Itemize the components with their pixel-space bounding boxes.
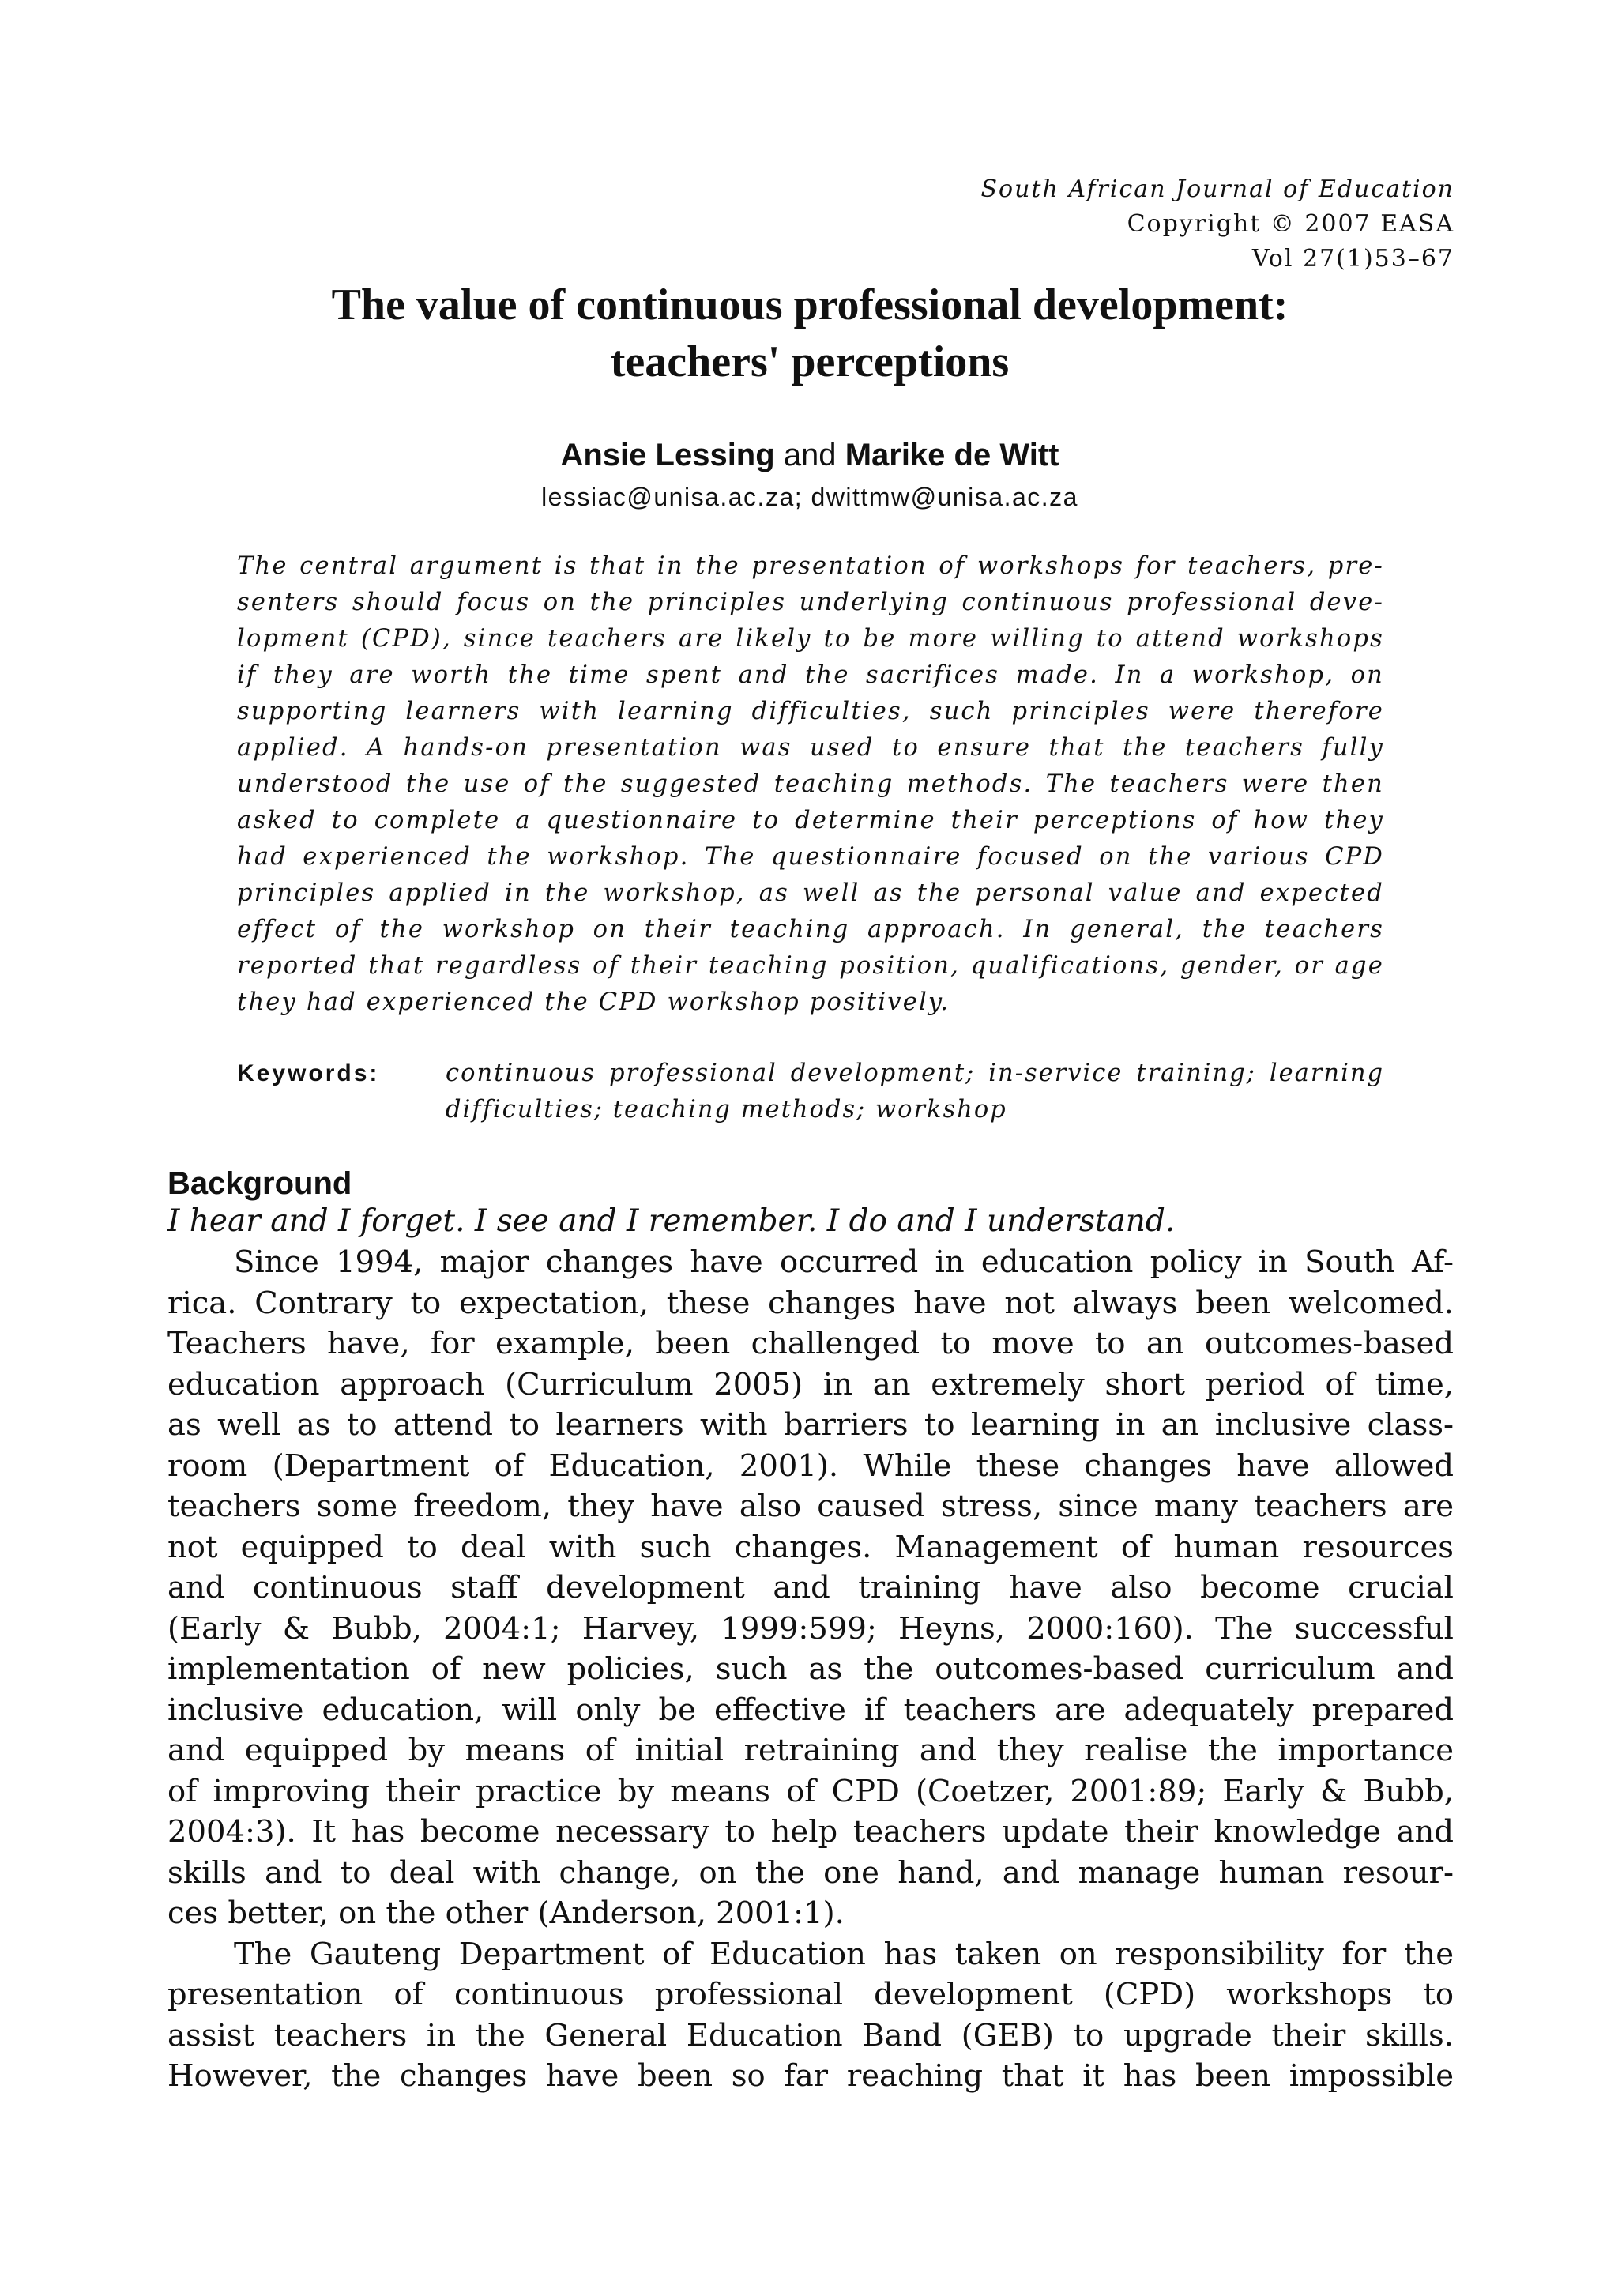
author-name: Ansie Lessing [560, 438, 775, 472]
body-line: inclusive education, will only be effective if teachers are adequately prepared [167, 1692, 1454, 1728]
epigraph-quote: I hear and I forget. I see and I remember. I do and I understand. [167, 1203, 1176, 1239]
keywords-line: continuous professional development; in-service training; learning [446, 1060, 1384, 1087]
abstract-line: The central argument is that in the presentation of workshops for teachers, pre- [237, 552, 1384, 580]
body-line: 2004:3). It has become necessary to help teachers update their knowledge and [167, 1814, 1454, 1850]
body-line: However, the changes have been so far reaching that it has been impossible [167, 2058, 1454, 2094]
body-line: of improving their practice by means of CPD (Coetzer, 2001:89; Early & Bubb, [167, 1773, 1454, 1809]
body-line: Since 1994, major changes have occurred in education policy in South Af- [234, 1244, 1454, 1280]
keywords-line: difficulties; teaching methods; workshop [446, 1096, 1007, 1124]
body-line: presentation of continuous professional development (CPD) workshops to [167, 1977, 1454, 2012]
abstract-line: they had experienced the CPD workshop positively. [237, 988, 950, 1016]
abstract-line: lopment (CPD), since teachers are likely to be more willing to attend workshops [237, 625, 1384, 653]
author-emails: lessiac@unisa.ac.za; dwittmw@unisa.ac.za [541, 483, 1078, 511]
author-conjunction: and [783, 438, 837, 472]
body-line: (Early & Bubb, 2004:1; Harvey, 1999:599; Heyns, 2000:160). The successful [167, 1610, 1454, 1647]
body-text [167, 1242, 1454, 2097]
body-line: Teachers have, for example, been challenged to move to an outcomes-based [167, 1326, 1454, 1361]
abstract-line: asked to complete a questionnaire to determine their perceptions of how they [237, 807, 1384, 834]
abstract-line: principles applied in the workshop, as well as the personal value and expected [237, 879, 1384, 907]
body-line: skills and to deal with change, on the one hand, and manage human resour- [167, 1854, 1454, 1891]
abstract-line: effect of the workshop on their teaching approach. In general, the teachers [237, 916, 1384, 943]
body-line: and equipped by means of initial retraining and they realise the importance [167, 1733, 1454, 1768]
body-line: room (Department of Education, 2001). While these changes have allowed [167, 1447, 1454, 1484]
section-heading-background: Background [167, 1166, 352, 1201]
keywords-label: Keywords: [237, 1060, 380, 1086]
body-line: The Gauteng Department of Education has taken on responsibility for the [234, 1936, 1454, 1972]
abstract-line: understood the use of the suggested teaching methods. The teachers were then [237, 770, 1384, 798]
author-list [158, 433, 1462, 477]
journal-volume: Vol 27(1)53–67 [1251, 245, 1454, 273]
author-name: Marike de Witt [845, 438, 1059, 472]
keywords-list [446, 1056, 1384, 1128]
abstract-line: supporting learners with learning difficulties, such principles were therefore [237, 698, 1384, 725]
abstract-line: had experienced the workshop. The questionnaire focused on the various CPD [237, 843, 1384, 871]
body-line: assist teachers in the General Education Band (GEB) to upgrade their skills. [167, 2017, 1454, 2053]
body-line: teachers some freedom, they have also caused stress, since many teachers are [167, 1489, 1454, 1524]
body-line: rica. Contrary to expectation, these changes have not always been welcomed. [167, 1285, 1454, 1321]
journal-copyright: Copyright © 2007 EASA [1127, 210, 1454, 238]
abstract-line: reported that regardless of their teaching position, qualifications, gender, or age [237, 952, 1384, 980]
journal-name: South African Journal of Education [980, 175, 1454, 203]
abstract-line: senters should focus on the principles underlying continuous professional deve- [237, 589, 1384, 616]
abstract-line: if they are worth the time spent and the sacrifices made. In a workshop, on [237, 661, 1384, 689]
body-line: and continuous staff development and training have also become crucial [167, 1570, 1454, 1605]
body-line: implementation of new policies, such as the outcomes-based curriculum and [167, 1651, 1454, 1687]
body-line: education approach (Curriculum 2005) in an extremely short period of time, [167, 1366, 1454, 1402]
paper-title [158, 277, 1462, 390]
abstract-line: applied. A hands-on presentation was used to ensure that the teachers fully [237, 734, 1384, 762]
body-line: not equipped to deal with such changes. Management of human resources [167, 1529, 1454, 1565]
body-line: as well as to attend to learners with barriers to learning in an inclusive class- [167, 1407, 1454, 1443]
journal-header [980, 172, 1454, 277]
title-line-1: The value of continuous professional development: [331, 280, 1289, 329]
title-line-2: teachers' perceptions [610, 337, 1010, 386]
body-line: ces better, on the other (Anderson, 2001:1). [167, 1895, 845, 1931]
abstract [237, 548, 1384, 1021]
